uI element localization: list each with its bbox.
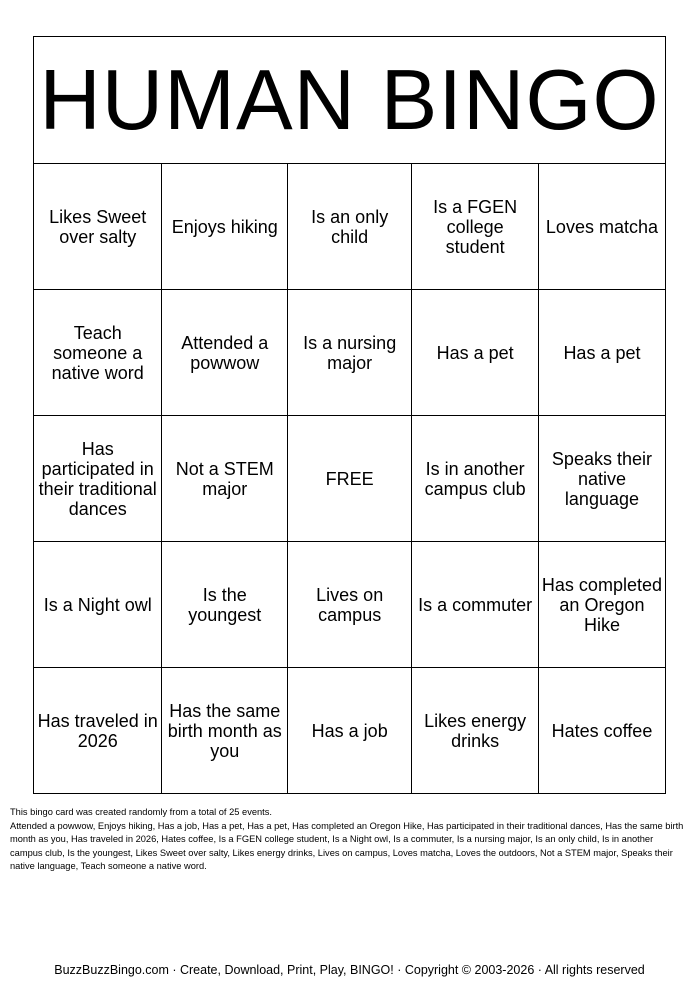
bingo-card bbox=[33, 36, 666, 794]
bingo-row-2 bbox=[34, 290, 666, 416]
bingo-cell: Is in another campus club bbox=[412, 416, 539, 542]
bingo-cell: Is the youngest bbox=[162, 542, 288, 668]
bingo-cell: Has a pet bbox=[538, 290, 665, 416]
bingo-cell: Has participated in their traditional dances bbox=[34, 416, 162, 542]
bingo-row-4 bbox=[34, 542, 666, 668]
bingo-cell: Enjoys hiking bbox=[162, 164, 288, 290]
free-space-cell: FREE bbox=[288, 416, 412, 542]
bingo-cell: Is a Night owl bbox=[34, 542, 162, 668]
bingo-cell: Is an only child bbox=[288, 164, 412, 290]
bingo-row-5 bbox=[34, 668, 666, 794]
card-title: HUMAN BINGO bbox=[34, 37, 666, 164]
bingo-cell: Lives on campus bbox=[288, 542, 412, 668]
card-footer-note bbox=[10, 806, 688, 874]
bingo-cell: Has completed an Oregon Hike bbox=[538, 542, 665, 668]
event-list: Attended a powwow, Enjoys hiking, Has a job, Has a pet, Has a pet, Has completed an Oregon Hike, Has participated in their traditional dances, Has the same birth month as you, Has traveled in 2026, Hates coffee, Is a FGEN college student, Is a Night owl, Is a commuter, Is a nursing major, Is an only child, Is in another campus club, Is the youngest, Likes Sweet over salty, Likes energy drinks, Lives on campus, Loves matcha, Loves the outdoors, Not a STEM major, Speaks their native language, Teach someone a native word. bbox=[10, 820, 684, 871]
bingo-cell: Attended a powwow bbox=[162, 290, 288, 416]
bingo-cell: Is a nursing major bbox=[288, 290, 412, 416]
bingo-cell: Has a pet bbox=[412, 290, 539, 416]
bingo-cell: Likes Sweet over salty bbox=[34, 164, 162, 290]
bingo-row-1 bbox=[34, 164, 666, 290]
bingo-cell: Speaks their native language bbox=[538, 416, 665, 542]
bingo-cell: Not a STEM major bbox=[162, 416, 288, 542]
bingo-cell: Hates coffee bbox=[538, 668, 665, 794]
bingo-cell: Teach someone a native word bbox=[34, 290, 162, 416]
bingo-cell: Has the same birth month as you bbox=[162, 668, 288, 794]
bingo-cell: Loves matcha bbox=[538, 164, 665, 290]
generation-note: This bingo card was created randomly from a total of 25 events. bbox=[10, 807, 272, 817]
bingo-cell: Has traveled in 2026 bbox=[34, 668, 162, 794]
bingo-cell: Is a FGEN college student bbox=[412, 164, 539, 290]
copyright-line: BuzzBuzzBingo.com · Create, Download, Print, Play, BINGO! · Copyright © 2003-2026 · All rights reserved bbox=[54, 963, 645, 977]
bingo-cell: Has a job bbox=[288, 668, 412, 794]
bingo-cell: Is a commuter bbox=[412, 542, 539, 668]
title-row bbox=[34, 37, 666, 164]
bingo-cell: Likes energy drinks bbox=[412, 668, 539, 794]
bingo-row-3 bbox=[34, 416, 666, 542]
